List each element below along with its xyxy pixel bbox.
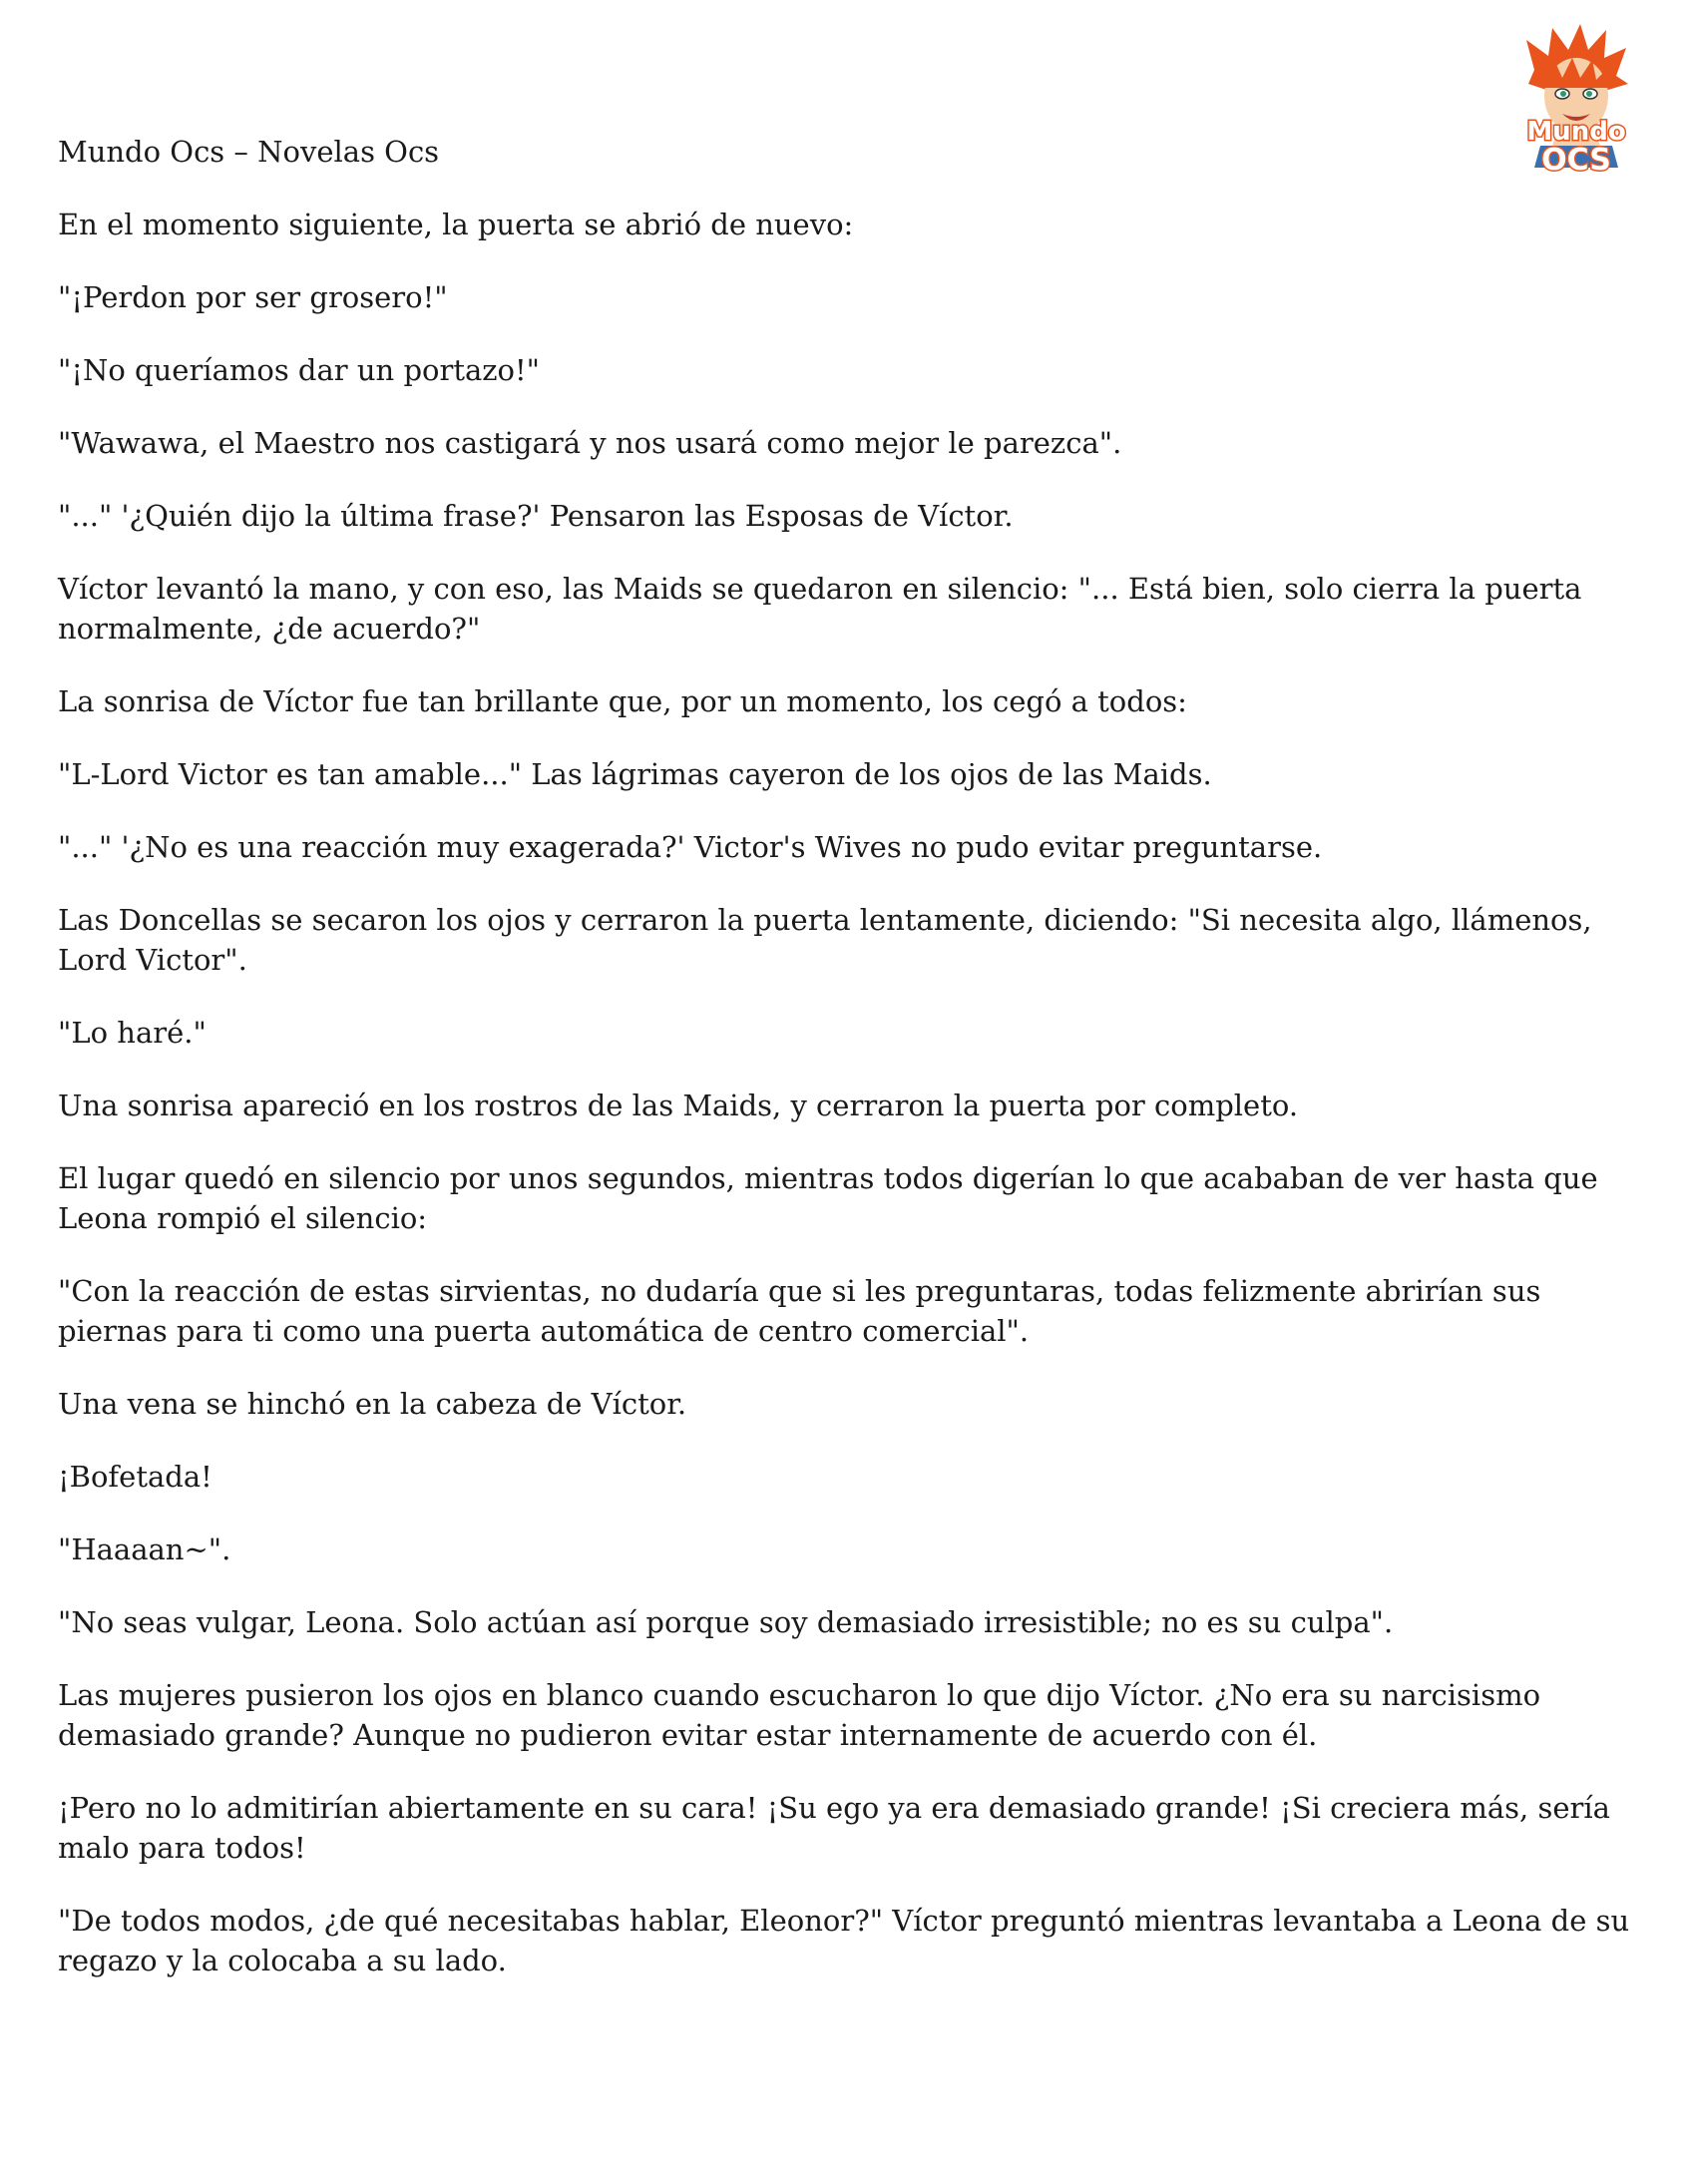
- logo-text-top: Mundo: [1526, 117, 1626, 147]
- paragraph: En el momento siguiente, la puerta se abrió de nuevo:: [58, 208, 854, 241]
- paragraph: ¡Bofetada!: [58, 1460, 212, 1494]
- paragraph: Las Doncellas se secaron los ojos y cerraron la puerta lentamente, diciendo: "Si necesita algo, llámenos, Lord Victor".: [58, 903, 1592, 977]
- paragraph: Una vena se hinchó en la cabeza de Víctor.: [58, 1387, 687, 1421]
- paragraph: Víctor levantó la mano, y con eso, las Maids se quedaron en silencio: "... Está bien, solo cierra la puerta normalmente, ¿de acuerdo?": [58, 572, 1582, 646]
- paragraph: "L-Lord Victor es tan amable..." Las lágrimas cayeron de los ojos de las Maids.: [58, 757, 1212, 791]
- paragraph: ¡Pero no lo admitirían abiertamente en su cara! ¡Su ego ya era demasiado grande! ¡Si creciera más, sería malo para todos!: [58, 1791, 1610, 1865]
- paragraph: "De todos modos, ¿de qué necesitabas hablar, Eleonor?" Víctor preguntó mientras levantaba a Leona de su regazo y la colocaba a su lado.: [58, 1904, 1630, 1977]
- document-body: [58, 205, 1644, 2013]
- paragraph: "Wawawa, el Maestro nos castigará y nos usará como mejor le parezca".: [58, 426, 1122, 460]
- paragraph: "No seas vulgar, Leona. Solo actúan así porque soy demasiado irresistible; no es su culpa".: [58, 1605, 1394, 1639]
- mundo-ocs-logo: [1496, 18, 1656, 178]
- paragraph: "¡No queríamos dar un portazo!": [58, 353, 541, 387]
- paragraph: "Con la reacción de estas sirvientas, no dudaría que si les preguntaras, todas felizmente abrirían sus piernas para ti como una puerta automática de centro comercial".: [58, 1274, 1541, 1348]
- paragraph: La sonrisa de Víctor fue tan brillante que, por un momento, los cegó a todos:: [58, 684, 1187, 718]
- paragraph: "¡Perdon por ser grosero!": [58, 280, 448, 314]
- paragraph: "Haaaan~".: [58, 1532, 231, 1566]
- logo-text-bottom: OCS: [1541, 143, 1611, 178]
- page-header-title: Mundo Ocs – Novelas Ocs: [58, 135, 440, 169]
- paragraph: El lugar quedó en silencio por unos segundos, mientras todos digerían lo que acababan de ver hasta que Leona rompió el silencio:: [58, 1161, 1598, 1235]
- paragraph: "..." '¿No es una reacción muy exagerada?' Victor's Wives no pudo evitar preguntarse.: [58, 830, 1323, 864]
- paragraph: Una sonrisa apareció en los rostros de las Maids, y cerraron la puerta por completo.: [58, 1089, 1299, 1122]
- paragraph: Las mujeres pusieron los ojos en blanco cuando escucharon lo que dijo Víctor. ¿No era su narcisismo demasiado grande? Aunque no pudieron evitar estar internamente de acuerdo con él.: [58, 1678, 1541, 1752]
- paragraph: "..." '¿Quién dijo la última frase?' Pensaron las Esposas de Víctor.: [58, 499, 1014, 533]
- paragraph: "Lo haré.": [58, 1016, 207, 1050]
